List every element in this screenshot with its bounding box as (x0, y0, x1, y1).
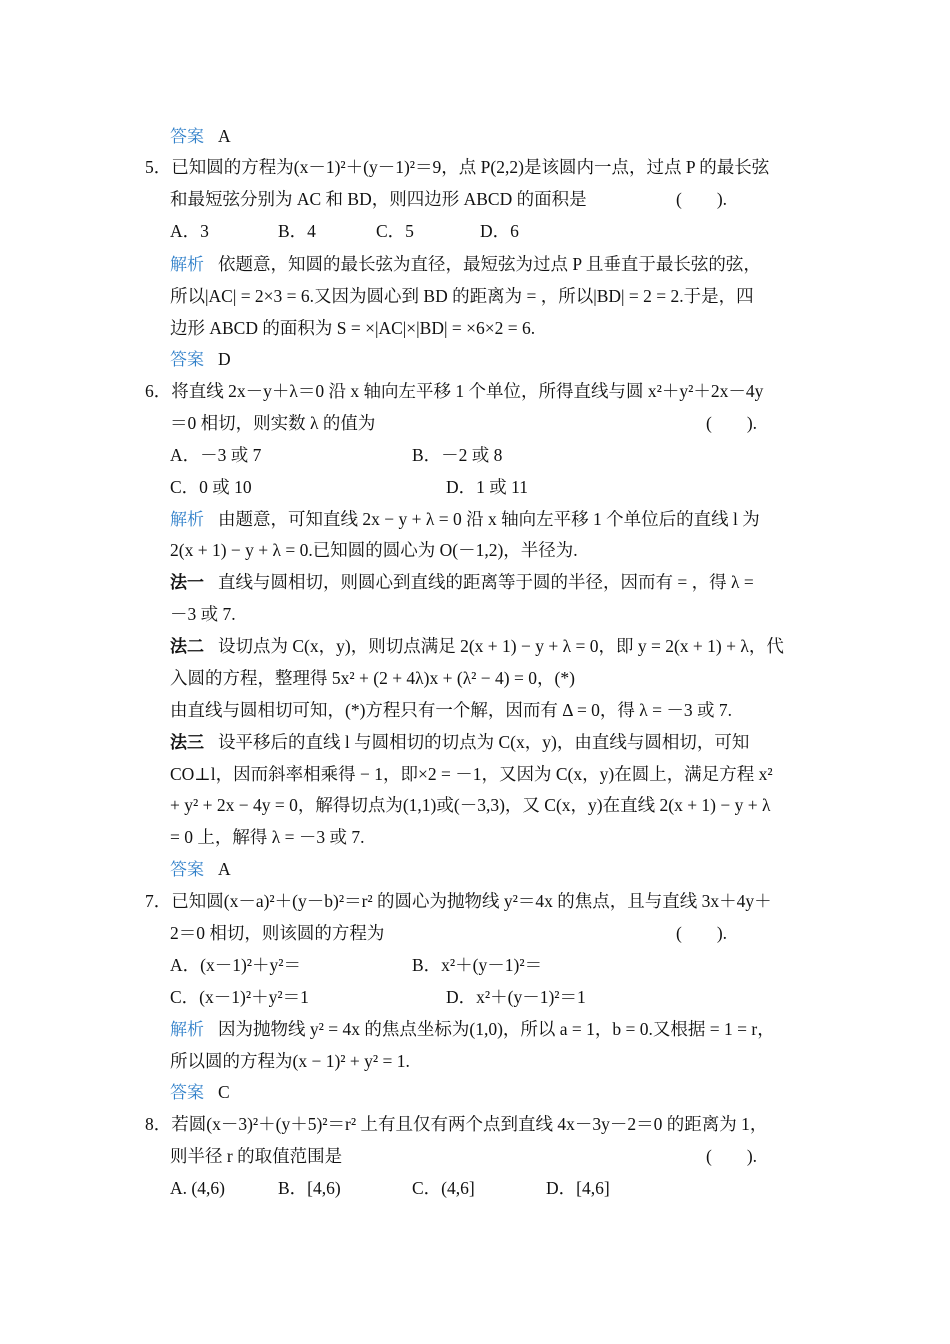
answer-label: 答案 (170, 1083, 204, 1103)
q5-option-d: D．6 (480, 221, 519, 241)
q6-method2-line1: 法二 设切点为 C(x，y)，则切点满足 2(x + 1) − y + λ = 0，即 y = 2(x + 1) + λ，代 (170, 636, 784, 657)
analysis-label: 解析 (170, 1020, 204, 1040)
q5-answer-line (170, 347, 231, 372)
answer-label: 答案 (170, 127, 204, 147)
q7-option-a: A．(x－1)²＋y²＝ (170, 955, 302, 975)
q6-method2-line3: 由直线与圆相切可知，(*)方程只有一个解，因而有 Δ = 0，得 λ = －3 或 7. (170, 700, 733, 720)
q6-method3-line1: 法三 设平移后的直线 l 与圆相切的切点为 C(x，y)，由直线与圆相切，可知 (170, 732, 750, 753)
q7-stem-line2: 2＝0 相切，则该圆的方程为 (170, 923, 385, 943)
q5-option-c: C．5 (376, 221, 414, 241)
q6-option-b: B．－2 或 8 (412, 445, 503, 465)
q7-analysis-line1: 解析 因为抛物线 y² = 4x 的焦点坐标为(1,0)，所以 a = 1，b = 0.又根据 = 1 = r， (170, 1019, 775, 1040)
method2-label: 法二 (170, 637, 204, 657)
q6-method3-line2: CO⊥l，因而斜率相乘得 − 1，即×2 = －1，又因为 C(x，y)在圆上，满足方程 x² (170, 764, 773, 784)
q6-analysis-line2: 2(x + 1) − y + λ = 0.已知圆的圆心为 O(－1,2)，半径为. (170, 540, 578, 560)
q7-option-c: C．(x－1)²＋y²＝1 (170, 987, 309, 1007)
q7-answer-line (170, 1080, 230, 1105)
q6-option-c: C．0 或 10 (170, 477, 252, 497)
q8-option-a: A. (4,6) (170, 1178, 225, 1198)
q5-analysis-line1: 解析 依题意，知圆的最长弦为直径，最短弦为过点 P 且垂直于最长弦的弦， (170, 254, 761, 275)
q4-answer: A (218, 126, 231, 146)
q6-answer-bracket: ( ). (706, 413, 758, 433)
q8-option-b: B．[4,6) (278, 1178, 341, 1198)
answer-label: 答案 (170, 860, 204, 880)
q6-option-a: A．－3 或 7 (170, 445, 262, 465)
q6-method1-line2: －3 或 7. (170, 604, 236, 624)
q8-option-c: C．(4,6] (412, 1178, 475, 1198)
method1-label: 法一 (170, 573, 204, 593)
q6-method3-line3: + y² + 2x − 4y = 0，解得切点为(1,1)或(－3,3)，又 C(x，y)在直线 2(x + 1) − y + λ (170, 795, 771, 815)
q8-option-d: D．[4,6] (546, 1178, 610, 1198)
q4-answer-line (170, 124, 231, 149)
q6-stem-line2: ＝0 相切，则实数 λ 的值为 (170, 413, 376, 433)
q8-stem-line1: 8．若圆(x－3)²＋(y＋5)²＝r² 上有且仅有两个点到直线 4x－3y－2＝0 的距离为 1， (145, 1114, 768, 1134)
q8-answer-bracket: ( ). (706, 1146, 758, 1166)
analysis-label: 解析 (170, 510, 204, 530)
method3-label: 法三 (170, 733, 204, 753)
q5-option-b: B．4 (278, 221, 316, 241)
q7-answer: C (218, 1082, 230, 1102)
answer-label: 答案 (170, 350, 204, 370)
q6-analysis-line1: 解析 由题意，可知直线 2x − y + λ = 0 沿 x 轴向左平移 1 个单位后的直线 l 为 (170, 509, 760, 530)
q6-stem-line1: 6．将直线 2x－y＋λ＝0 沿 x 轴向左平移 1 个单位，所得直线与圆 x²＋y²＋2x－4y (145, 381, 764, 401)
q5-option-a: A．3 (170, 221, 209, 241)
q5-stem-line2: 和最短弦分别为 AC 和 BD，则四边形 ABCD 的面积是 (170, 189, 587, 209)
q8-stem-line2: 则半径 r 的取值范围是 (170, 1146, 343, 1166)
q6-option-d: D．1 或 11 (446, 477, 528, 497)
q6-answer-line (170, 857, 231, 882)
q7-answer-bracket: ( ). (676, 923, 728, 943)
q6-method1-line1: 法一 直线与圆相切，则圆心到直线的距离等于圆的半径，因而有 = ，得 λ = (170, 572, 754, 593)
q5-stem-line1: 5．已知圆的方程为(x－1)²＋(y－1)²＝9，点 P(2,2)是该圆内一点，过点 P 的最长弦 (145, 157, 770, 177)
q5-analysis-line3: 边形 ABCD 的面积为 S = ×|AC|×|BD| = ×6×2 = 6. (170, 318, 536, 338)
q7-option-d: D．x²＋(y－1)²＝1 (446, 987, 586, 1007)
q7-option-b: B．x²＋(y－1)²＝ (412, 955, 543, 975)
q5-answer-bracket: ( ). (676, 189, 728, 209)
q7-stem-line1: 7．已知圆(x－a)²＋(y－b)²＝r² 的圆心为抛物线 y²＝4x 的焦点，且与直线 3x＋4y＋ (145, 891, 772, 911)
analysis-label: 解析 (170, 255, 204, 275)
q7-analysis-line2: 所以圆的方程为(x − 1)² + y² = 1. (170, 1051, 410, 1071)
q5-answer: D (218, 349, 231, 369)
q5-analysis-line2: 所以|AC| = 2×3 = 6.又因为圆心到 BD 的距离为 = ，所以|BD| = 2 = 2.于是，四 (170, 286, 754, 306)
q6-method2-line2: 入圆的方程，整理得 5x² + (2 + 4λ)x + (λ² − 4) = 0，(*) (170, 668, 575, 688)
q6-method3-line4: = 0 上，解得 λ = －3 或 7. (170, 827, 365, 847)
q6-answer: A (218, 859, 231, 879)
